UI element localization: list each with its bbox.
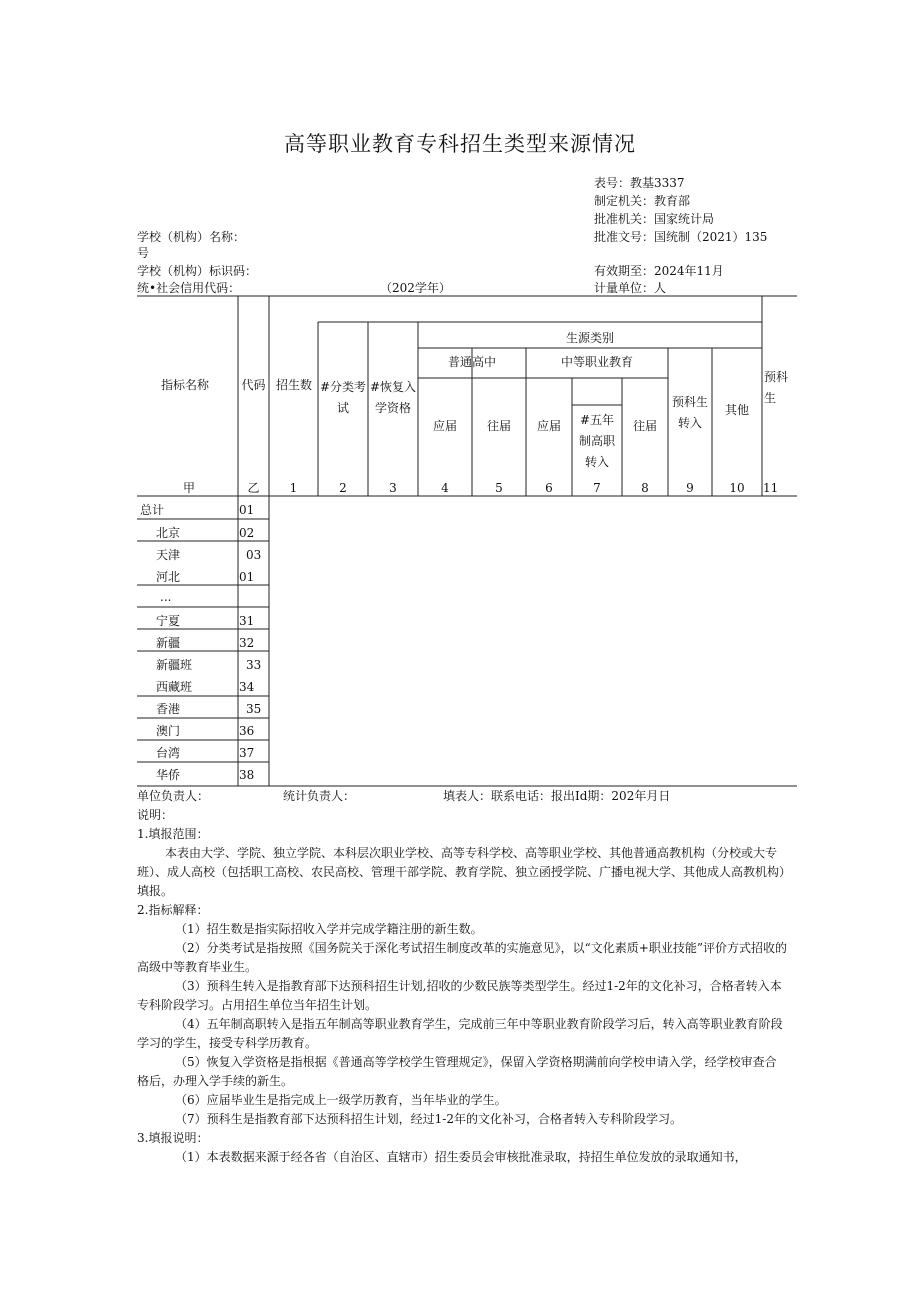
- row-label: 河北: [156, 570, 181, 584]
- row-label: 新疆: [156, 636, 181, 650]
- col-code: 7: [593, 481, 601, 495]
- indicator-1: （1）招生数是指实际招收入学并完成学籍注册的新生数。: [175, 922, 483, 936]
- row-label: 华侨: [156, 768, 181, 782]
- row-code: 34: [239, 680, 255, 694]
- col-code: 乙: [247, 481, 260, 495]
- notes-heading: 说明：: [137, 808, 174, 822]
- row-code: 31: [239, 614, 255, 628]
- row-code: 36: [239, 724, 255, 738]
- col-code: 6: [545, 481, 553, 495]
- header-code: 代码: [241, 378, 266, 392]
- row-code: 32: [239, 636, 255, 650]
- scope-paragraph: 本表由大学、学院、独立学院、本科层次职业学校、高等专科学校、高等职业学校、其他普通高教机构（分校或大专班）、成人高校（包括职工高校、农民高校、管理干部学院、教育学院、独立函授学院、广播电视大学、其他成人高教机构）填报。: [137, 846, 786, 898]
- col-code: 3: [389, 481, 397, 495]
- header-other: 其他: [724, 403, 749, 417]
- col-code: 甲: [182, 481, 195, 495]
- approval-number: 批准文号：国统制（2021）135: [594, 230, 768, 244]
- indicator-2: （2）分类考试是指按照《国务院关于深化考试招生制度改革的实施意见》，以“文化素质+职业技能”评价方式招收的高级中等教育毕业生。: [137, 941, 787, 974]
- row-label: 宁夏: [156, 614, 181, 628]
- header-fresh-grad-2: 应届: [536, 419, 561, 433]
- section-scope: 1.填报范围：: [137, 827, 209, 841]
- measure-unit: 计量单位：人: [594, 281, 667, 295]
- row-label: 香港: [156, 702, 181, 716]
- row-label: 天津: [156, 548, 181, 562]
- section-indicators: 2.指标解释：: [137, 903, 209, 917]
- row-code: 37: [239, 746, 255, 760]
- header-restore-admission: #恢复入学资格: [369, 380, 417, 415]
- row-label: 台湾: [156, 746, 181, 760]
- row-code: 35: [246, 702, 262, 716]
- row-code: 38: [239, 768, 255, 782]
- indicator-7: （7）预科生是指教育部下达预科招生计划，经过1-2年的文化补习，合格者转入专科阶段学习。: [175, 1112, 682, 1126]
- valid-until: 有效期至：2024年11月: [594, 264, 724, 278]
- col-code: 4: [441, 481, 449, 495]
- header-indicator: 指标名称: [160, 378, 209, 392]
- row-code: 02: [239, 526, 255, 540]
- header-fresh-grad-1: 应届: [432, 419, 457, 433]
- row-label: ...: [160, 590, 172, 604]
- header-secondary-vocational: 中等职业教育: [560, 355, 633, 369]
- row-label: 总计: [140, 503, 165, 517]
- row-code: 33: [246, 658, 262, 672]
- header-prep: 预科生: [764, 370, 789, 405]
- stat-head-label: 统计负责人：: [283, 789, 356, 803]
- col-code: 1: [289, 481, 298, 495]
- header-classified-exam: #分类考试: [319, 380, 367, 415]
- indicator-6: （6）应届毕业生是指完成上一级学历教育，当年毕业的学生。: [175, 1093, 507, 1107]
- col-code: 8: [641, 481, 649, 495]
- header-enroll: 招生数: [275, 378, 312, 392]
- row-code: 01: [239, 570, 255, 584]
- page-title: 高等职业教育专科招生类型来源情况: [284, 132, 636, 156]
- indicator-3: （3）预科生转入是指教育部下达预科招生计划,招收的少数民族等类型学生。经过1-2年的文化补习，合格者转入本专科阶段学习。占用招生单位当年招生计划。: [137, 979, 782, 1012]
- school-name-label: 学校（机构）名称：: [137, 230, 246, 244]
- header-general-highschool: 普通高中: [447, 355, 496, 369]
- col-code: 10: [729, 481, 745, 495]
- school-year: （202学年）: [380, 281, 451, 295]
- row-code: 03: [246, 548, 262, 562]
- row-label: 北京: [156, 526, 181, 540]
- school-id-label: 学校（机构）标识码：: [137, 264, 258, 278]
- header-prep-transfer: 预科生转入: [671, 395, 708, 430]
- filling-1: （1）本表数据来源于经各省（自治区、直辖市）招生委员会审核批准录取，持招生单位发放的录取通知书，: [175, 1150, 747, 1164]
- section-filling: 3.填报说明：: [137, 1131, 209, 1145]
- row-label: 澳门: [156, 724, 181, 738]
- col-code: 9: [686, 481, 694, 495]
- approval-number-suffix: 号: [137, 246, 150, 260]
- credit-code-label: 统•社会信用代码：: [137, 281, 241, 295]
- indicator-4: （4）五年制高职转入是指五年制高等职业教育学生，完成前三年中等职业教育阶段学习后，转入高等职业教育阶段学习的学生，接受专科学历教育。: [137, 1017, 783, 1050]
- issuing-org: 制定机关：教育部: [594, 194, 691, 208]
- row-code: 01: [239, 503, 255, 517]
- row-label: 新疆班: [156, 658, 193, 672]
- header-past-grad-2: 往届: [632, 419, 657, 433]
- header-source-category: 生源类别: [565, 331, 614, 345]
- approving-org: 批准机关：国家统计局: [594, 212, 715, 226]
- col-code: 11: [763, 481, 779, 495]
- row-label: 西藏班: [156, 680, 193, 694]
- filler-info-label: 填表人：联系电话：报出Id期：202年月日: [443, 789, 671, 803]
- unit-head-label: 单位负责人：: [137, 789, 210, 803]
- indicator-5: （5）恢复入学资格是指根据《普通高等学校学生管理规定》，保留入学资格期满前向学校申请入学，经学校审查合格后，办理入学手续的新生。: [137, 1055, 777, 1088]
- col-code: 2: [339, 481, 347, 495]
- header-past-grad-1: 往届: [486, 419, 511, 433]
- col-code: 5: [495, 481, 503, 495]
- form-number: 表号：教基3337: [594, 176, 685, 190]
- header-five-year-transfer: #五年制高职转入: [578, 413, 615, 469]
